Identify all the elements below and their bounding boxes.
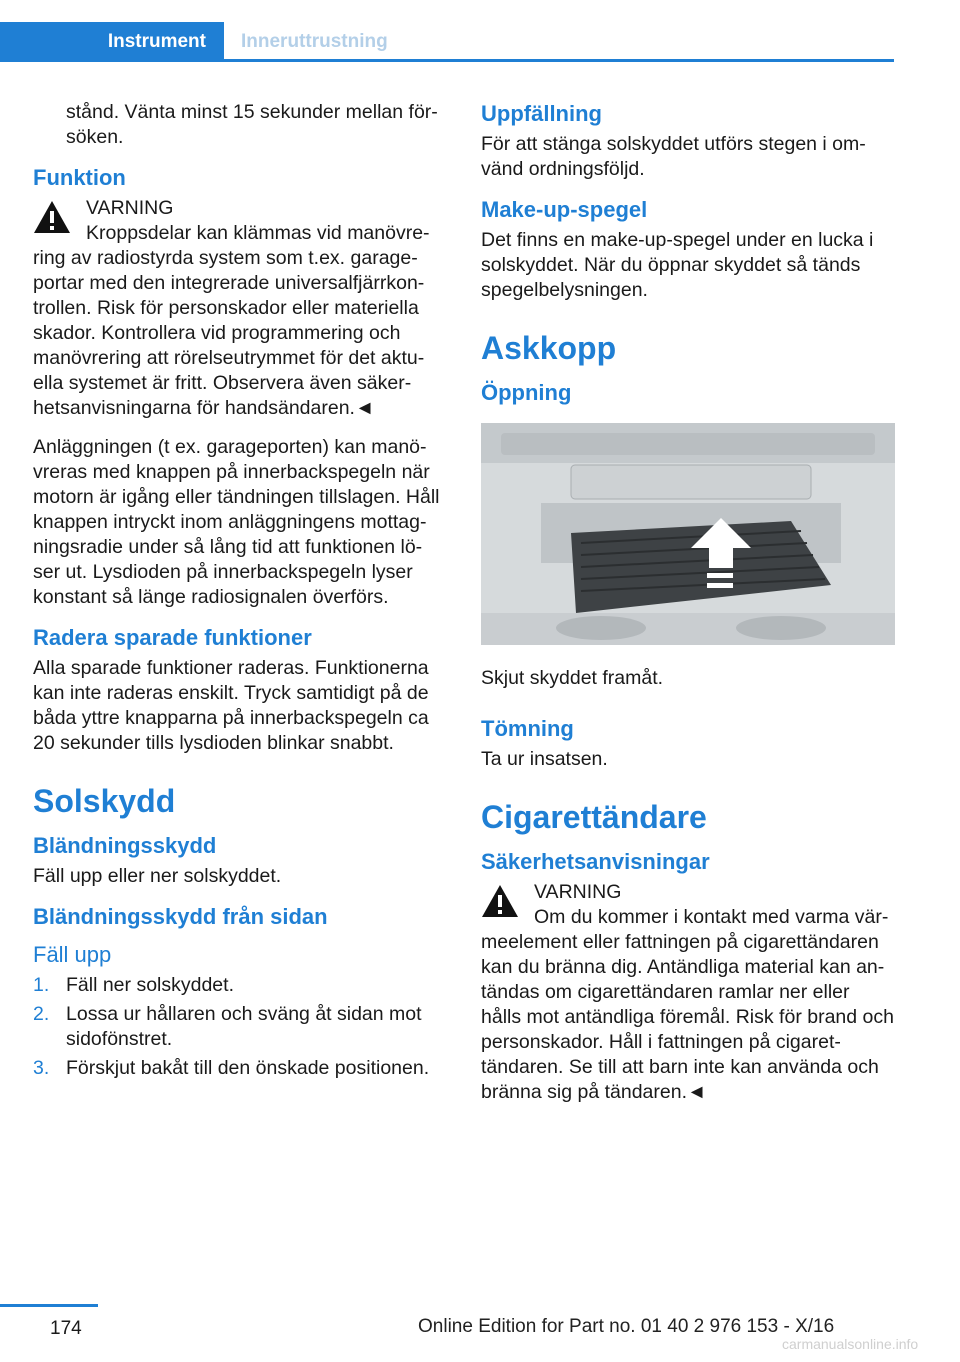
list-item (33, 1056, 448, 1081)
list-item (33, 973, 448, 998)
warning-text-rest: meelement eller fattningen på cigarettändaren kan du bränna dig. Antändliga material kan an-tändas om cigarettändaren ramlar ner eller hålls mot antändliga föremål. Risk för brand och personskador. Håll i fattningen på cigaret-tändaren. Se till att barn inte kan använda och bränna sig på tändaren.◄ (481, 931, 894, 1103)
paragraph-uppfallning: För att stänga solskyddet utförs stegen i om-vänd ordningsföljd. (481, 133, 866, 180)
warning-box-2 (481, 880, 895, 1105)
paragraph-tomning: Ta ur insatsen. (481, 748, 608, 770)
warning-text-first: Om du kommer i kontakt med varma vär- (534, 906, 889, 928)
warning-icon (481, 884, 519, 918)
heading-radera: Radera sparade funktioner (33, 625, 312, 650)
paragraph-anlaggning: Anläggningen (t ex. garageporten) kan manö-vreras med knappen på innerbackspegeln när motorn är igång eller tändningen tillslagen. Håll knappen intryckt inom anläggningens mottag-ningsradie under så lång tid att funktionen lö-ser ut. Lysdioden på innerbackspegeln lyser konstant så länge radiosignalen överförs. (33, 436, 440, 608)
heading-solskydd: Solskydd (33, 783, 176, 819)
step-number: 2. (33, 1003, 50, 1025)
heading-funktion: Funktion (33, 165, 126, 190)
ashtray-illustration (481, 423, 895, 645)
edition-text: Online Edition for Part no. 01 40 2 976 153 - X/16 (418, 1316, 835, 1337)
heading-makeup: Make-up-spegel (481, 197, 648, 222)
step-number: 1. (33, 974, 50, 996)
tab-instrument[interactable]: Instrument (0, 22, 224, 62)
warning-text-first: Kroppsdelar kan klämmas vid manövre- (86, 222, 430, 244)
right-column (481, 100, 895, 1119)
heading-sakerhetsanvisningar: Säkerhetsanvisningar (481, 849, 710, 874)
list-item (33, 1002, 448, 1052)
watermark: carmanualsonline.info (782, 1336, 919, 1352)
steps-list (33, 973, 448, 1081)
step-number: 3. (33, 1057, 50, 1079)
warning-title: VARNING (86, 197, 174, 219)
step-text: Förskjut bakåt till den önskade positionen. (66, 1057, 430, 1079)
step-text: Lossa ur hållaren och sväng åt sidan mot sidofönstret. (66, 1003, 422, 1050)
paragraph-radera: Alla sparade funktioner raderas. Funktionerna kan inte raderas enskilt. Tryck samtidigt på de båda yttre knapparna på innerbackspegeln ca 20 sekunder tills lysdioden blinkar snabbt. (33, 657, 429, 754)
footer-rule (0, 1304, 98, 1307)
paragraph-blandningsskydd: Fäll upp eller ner solskyddet. (33, 865, 282, 887)
page-number: 174 (50, 1318, 82, 1339)
heading-cigarettandare: Cigarettändare (481, 799, 707, 835)
heading-oppning: Öppning (481, 380, 572, 405)
continued-paragraph: stånd. Vänta minst 15 sekunder mellan för-söken. (66, 101, 438, 148)
heading-blandningsskydd-sidan: Bländningsskydd från sidan (33, 904, 328, 929)
heading-blandningsskydd: Bländningsskydd (33, 833, 217, 858)
warning-text-rest: ring av radiostyrda system som t.ex. garage-portar med den integrerade universalfjärrkon-trollen. Risk för personskador eller materiella skador. Kontrollera vid programmering och manövrering att rörelseutrymmet för det aktu-ella systemet är fritt. Observera även säker-hetsanvisningarna för handsändaren.◄ (33, 247, 425, 419)
paragraph-makeup: Det finns en make-up-spegel under en lucka i solskyddet. När du öppnar skyddet så tänds spegelbelysningen. (481, 229, 874, 301)
heading-fall-upp: Fäll upp (33, 942, 112, 967)
heading-uppfallning: Uppfällning (481, 101, 602, 126)
tab-inneruttrustning[interactable]: Inneruttrustning (241, 31, 388, 52)
figure-caption: Skjut skyddet framåt. (481, 667, 664, 689)
warning-title: VARNING (534, 881, 622, 903)
header-tabs (0, 0, 960, 66)
warning-icon (33, 200, 71, 234)
heading-tomning: Tömning (481, 716, 574, 741)
left-column (33, 100, 448, 1085)
warning-box-1 (33, 196, 448, 421)
step-text: Fäll ner solskyddet. (66, 974, 234, 996)
header-rule (224, 59, 894, 62)
heading-askkopp: Askkopp (481, 330, 617, 366)
